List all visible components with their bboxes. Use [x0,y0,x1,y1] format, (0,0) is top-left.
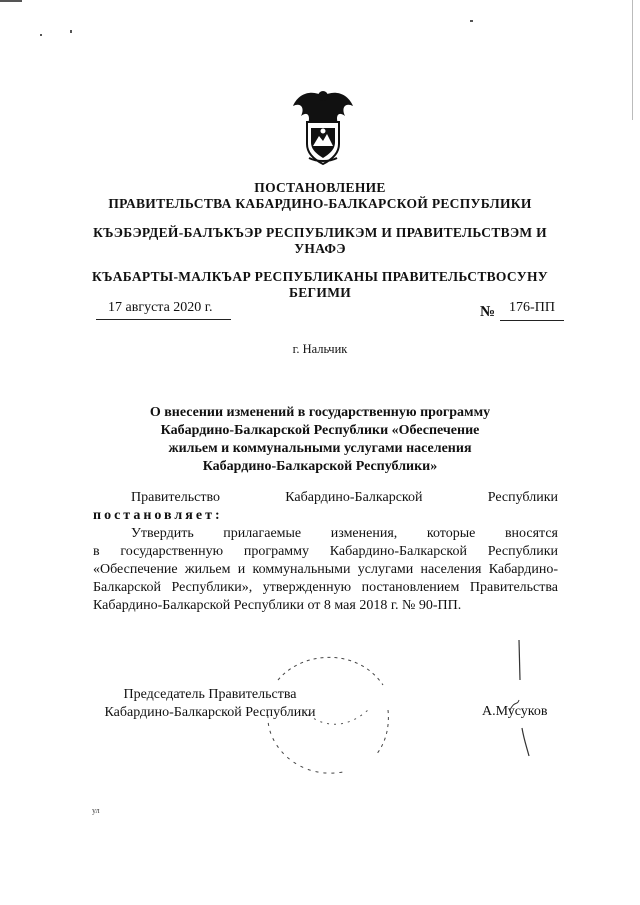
position-line: Кабардино-Балкарской Республики [104,705,316,720]
title-line: Кабардино-Балкарской Республики» [202,459,438,474]
footer-mark: ул [92,806,100,815]
city: г. Нальчик [292,342,348,356]
intro-line [93,489,558,507]
emblem [291,86,355,166]
government-name-krc-line1: КЪАБАРТЫ-МАЛКЪАР РЕСПУБЛИКАНЫ ПРАВИТЕЛЬСТВОСУНУ [92,269,548,284]
title-line: О внесении изменений в государственную программу [149,405,491,420]
government-name-kbd-line2: УНАФЭ [294,241,346,256]
paragraph-first-line: Утвердить прилагаемые изменения, которые вносятся [131,526,558,541]
handwritten-signature [505,640,535,760]
number-label: № [480,304,496,320]
signatory-position [90,686,330,722]
scan-artifact [632,0,633,120]
document-number-field [500,300,564,321]
intro-word: Республики [487,490,558,505]
decree-word: постановляет: [93,508,223,523]
scan-artifact [40,34,42,36]
document-date-field [96,300,231,320]
government-name-ru: ПРАВИТЕЛЬСТВА КАБАРДИНО-БАЛКАРСКОЙ РЕСПУБЛИКИ [108,196,532,211]
paragraph-continuation: в государственную программу Кабардино-Балкарской Республики «Обеспечение жильем и коммунальными услугами населения Кабардино-Балкарской Республики», утвержденную постановлением Правительства Кабардино-Балкарской Республики от 8 мая 2018 г. № 90-ПП. [93,544,558,613]
signatory-name: А.Мусуков [482,704,548,719]
position-line: Председатель Правительства [123,687,297,702]
doc-type-heading: ПОСТАНОВЛЕНИЕ [254,180,386,195]
intro-word: Правительство [131,490,220,505]
document-body [93,489,558,615]
coat-of-arms-icon [291,86,355,166]
title-line: жильем и коммунальными услугами населения [168,441,472,456]
title-line: Кабардино-Балкарской Республики «Обеспечение [160,423,480,438]
scan-artifact [0,0,22,2]
document-date: 17 августа 2020 г. [108,300,213,315]
scan-artifact [70,30,72,33]
government-name-krc-line2: БЕГИМИ [288,285,352,300]
document-title [80,404,560,476]
document-number: 176-ПП [509,300,555,315]
scan-artifact [470,20,473,22]
government-name-kbd-line1: КЪЭБЭРДЕЙ-БАЛЪКЪЭР РЕСПУБЛИКЭМ И ПРАВИТЕЛЬСТВЭМ И [93,225,547,240]
intro-word: Кабардино-Балкарской [285,490,423,505]
